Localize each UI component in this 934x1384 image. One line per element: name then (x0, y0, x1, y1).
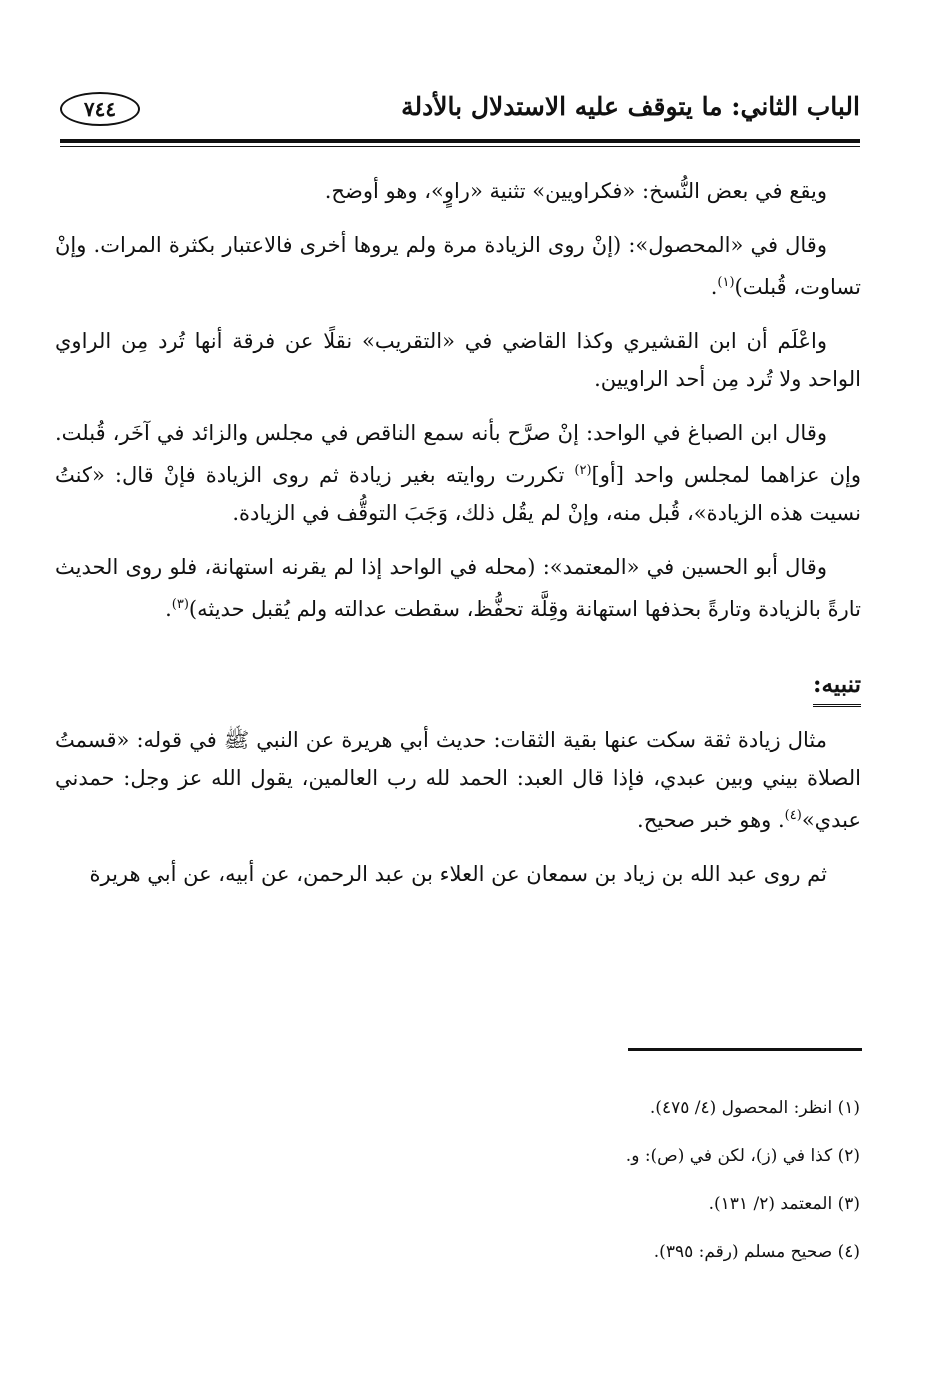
footnote: (١) انظر: المحصول (٤/ ٤٧٥). (649, 1098, 860, 1118)
footnote: (٤) صحيح مسلم (رقم: ٣٩٥). (653, 1242, 860, 1262)
page-number: ٧٤٤ (60, 92, 140, 126)
footnote: (٣) المعتمد (٢/ ١٣١). (708, 1194, 860, 1214)
paragraph: ويقع في بعض النُّسخ: «فكراويين» تثنية «راوٍ»، وهو أوضح. (324, 179, 827, 203)
footnote-ref: (٣) (171, 597, 189, 612)
paragraph: وقال أبو الحسين في «المعتمد»: (محله في الواحد إذا لم يقرنه استهانة، فلو روى الحديث تارةً بالزيادة وتارةً بحذفها استهانة وقِلَّة تحفُّظ، سقطت عدالته ولم يُقبل حديثه)$^{(٣)}$. (55, 555, 861, 621)
running-header (60, 86, 860, 136)
footnote: (٢) كذا في (ز)، لكن في (ص): و. (625, 1146, 860, 1166)
header-rule-thin (60, 146, 860, 147)
paragraph: وقال في «المحصول»: (إنْ روى الزيادة مرة ولم يروها أخرى فالاعتبار بكثرة المرات. وإنْ تساوت، قُبلت)$^{(١)}$. (55, 233, 861, 299)
paragraph: وقال ابن الصباغ في الواحد: إنْ صرَّح بأنه سمع الناقص في مجلس والزائد في آخَر، قُبلت. وإن عزاهما لمجلس واحد [أو]$^{(٢)}$ تكررت روايته بغير زيادة ثم روى الزيادة فإنْ قال: «كنتُ نسيت هذه الزيادة»، قُبل منه، وإنْ لم يقُل ذلك، وَجَبَ التوقُّف في الزيادة. (55, 421, 861, 525)
footnote-ref: (٤) (784, 808, 802, 823)
footnote-ref: (٢) (574, 463, 592, 478)
paragraph: ثم روى عبد الله بن زياد بن سمعان عن العلاء بن عبد الرحمن، عن أبيه، عن أبي هريرة (89, 862, 827, 886)
chapter-title: الباب الثاني: ما يتوقف عليه الاستدلال بالأدلة (401, 92, 860, 121)
header-rule-thick (60, 139, 860, 143)
footnotes (360, 1084, 860, 1276)
footnote-separator (628, 1048, 862, 1051)
body-text (55, 172, 861, 909)
section-heading: تنبيه: (813, 666, 861, 707)
footnote-ref: (١) (717, 275, 735, 290)
paragraph: واعْلَم أن ابن القشيري وكذا القاضي في «التقريب» نقلًا عن فرقة أنها تُرد مِن الراوي الواحد ولا تُرد مِن أحد الراويين. (55, 329, 861, 391)
paragraph: مثال زيادة ثقة سكت عنها بقية الثقات: حديث أبي هريرة عن النبي ﷺ في قوله: «قسمتُ الصلاة بيني وبين عبدي، فإذا قال العبد: الحمد لله رب العالمين، يقول الله عز وجل: حمدني عبدي»$^{(٤)}$. وهو خبر صحيح. (55, 728, 861, 832)
